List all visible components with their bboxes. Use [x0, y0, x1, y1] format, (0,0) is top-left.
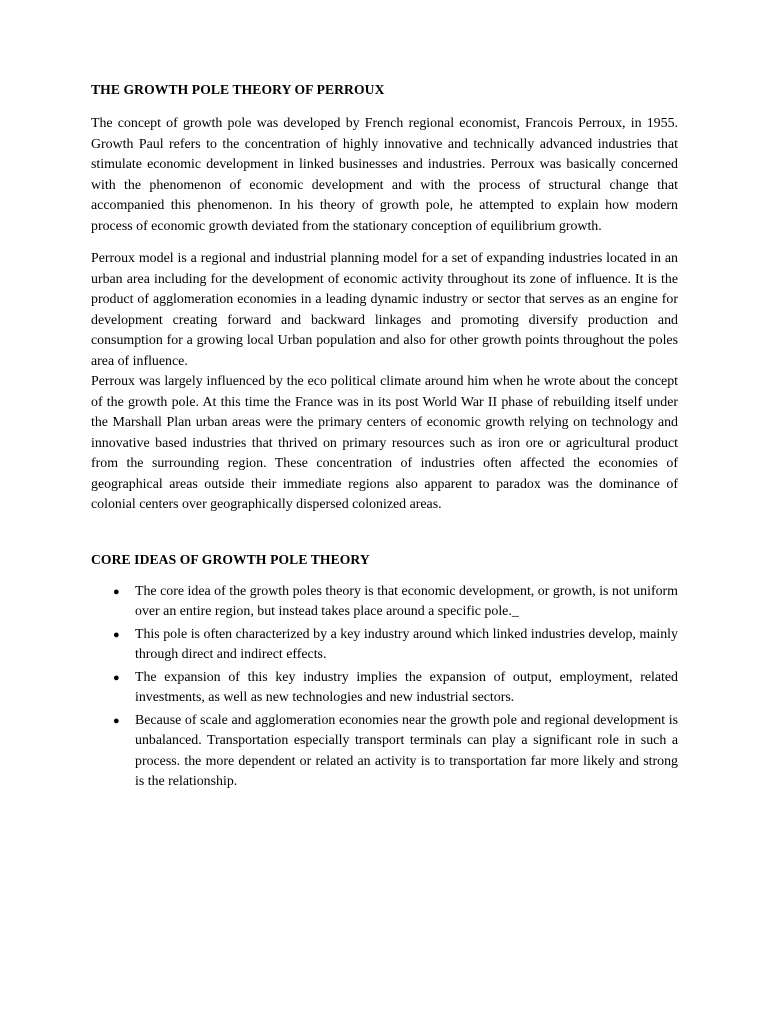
list-item-text: The expansion of this key industry implies the expansion of output, employment, related investments, as well as new technologies and new industrial sectors.	[135, 669, 678, 705]
section-heading: CORE IDEAS OF GROWTH POLE THEORY	[91, 551, 370, 567]
document-page	[91, 82, 678, 795]
bullet-icon: ●	[113, 628, 120, 641]
document-title: THE GROWTH POLE THEORY OF PERROUX	[91, 82, 385, 97]
paragraph-intro: The concept of growth pole was developed by French regional economist, Francois Perroux, in 1955. Growth Paul refers to the concentration of highly innovative and technically advanced industries that stimulate economic development in linked businesses and industries. Perroux was basically concerned with the phenomenon of economic development and with the process of structural change that accompanied this phenomenon. In his theory of growth pole, he attempted to explain how modern process of economic growth deviated from the stationary conception of equilibrium growth.	[91, 116, 678, 234]
list-item-text: The core idea of the growth poles theory is that economic development, or growth, is not uniform over an entire region, but instead takes place around a specific pole._	[135, 583, 678, 619]
list-item	[91, 711, 678, 793]
list-item-text: This pole is often characterized by a key industry around which linked industries develop, mainly through direct and indirect effects.	[135, 626, 678, 662]
paragraph-model: Perroux model is a regional and industrial planning model for a set of expanding industries located in an urban area including for the development of economic activity throughout its zone of influence. It is the product of agglomeration economies in a leading dynamic industry or sector that serves as an engine for development creating forward and backward linkages and promoting diversify production and consumption for a growing local Urban population and also for other growth points throughout the poles area of influence.	[91, 251, 678, 369]
core-ideas-list	[91, 582, 678, 793]
list-item	[91, 625, 678, 666]
paragraph-influence: Perroux was largely influenced by the eco political climate around him when he wrote about the concept of the growth pole. At this time the France was in its post World War II phase of rebuilding itself under the Marshall Plan urban areas were the primary centers of economic growth relying on technology and innovative based industries that thrived on primary resources such as iron ore or agricultural product from the surrounding region. These concentration of industries often affected the economies of geographical areas outside their immediate regions also apparent to paradox was the dominance of colonial centers over geographically dispersed colonized areas.	[91, 374, 678, 512]
list-item	[91, 668, 678, 709]
bullet-icon: ●	[113, 585, 120, 598]
list-item-text: Because of scale and agglomeration economies near the growth pole and regional development is unbalanced. Transportation especially transport terminals can play a significant role in such a process. the more dependent or related an activity is to transportation far more likely and strong is the relationship.	[135, 712, 678, 789]
bullet-icon: ●	[113, 714, 120, 727]
bullet-icon: ●	[113, 671, 120, 684]
list-item	[91, 582, 678, 623]
